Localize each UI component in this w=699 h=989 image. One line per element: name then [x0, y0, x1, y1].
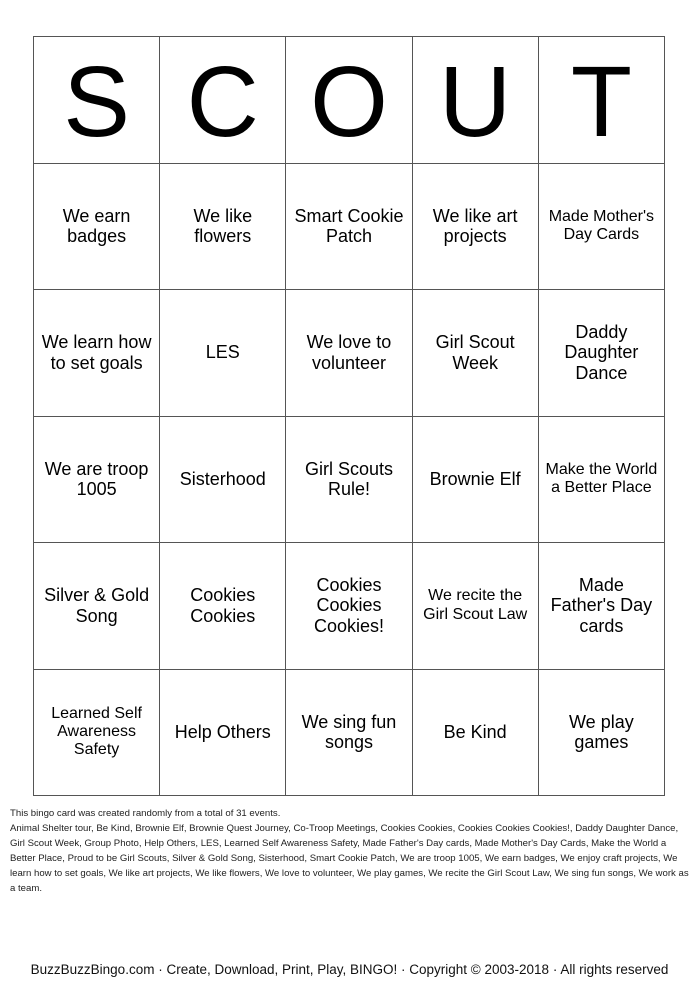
copyright-footer: BuzzBuzzBingo.com · Create, Download, Print, Play, BINGO! · Copyright © 2003-2018 · All rights reserved [30, 962, 669, 977]
bingo-cell: Girl Scout Week [412, 290, 538, 417]
bingo-row-3 [34, 416, 665, 543]
bingo-cell: We love to volunteer [286, 290, 412, 417]
bingo-header-row [34, 37, 665, 164]
bingo-cell: We learn how to set goals [34, 290, 160, 417]
bingo-cell: We earn badges [34, 163, 160, 290]
bingo-cell: Be Kind [412, 669, 538, 796]
event-list-footnote [10, 806, 694, 896]
bingo-cell: Learned Self Awareness Safety [34, 669, 160, 796]
bingo-card [33, 36, 665, 796]
bingo-cell: We are troop 1005 [34, 416, 160, 543]
bingo-cell: Sisterhood [160, 416, 286, 543]
header-letter-s: S [34, 37, 160, 164]
bingo-cell: Made Mother's Day Cards [538, 163, 664, 290]
bingo-cell: Smart Cookie Patch [286, 163, 412, 290]
bingo-cell: Made Father's Day cards [538, 543, 664, 670]
bingo-cell: We like flowers [160, 163, 286, 290]
bingo-cell: We like art projects [412, 163, 538, 290]
bingo-cell: Make the World a Better Place [538, 416, 664, 543]
header-letter-t: T [538, 37, 664, 164]
header-letter-o: O [286, 37, 412, 164]
bingo-cell: Girl Scouts Rule! [286, 416, 412, 543]
bingo-row-4 [34, 543, 665, 670]
bingo-cell: LES [160, 290, 286, 417]
bingo-cell: Cookies Cookies Cookies! [286, 543, 412, 670]
footnote-events: Animal Shelter tour, Be Kind, Brownie Elf, Brownie Quest Journey, Co-Troop Meetings, Cookies Cookies, Cookies Cookies Cookies!, Daddy Daughter Dance, Girl Scout Week, Group Photo, Help Others, LES, Learned Self Awareness Safety, Made Father's Day cards, Made Mother's Day Cards, Make the World a Better Place, Proud to be Girl Scouts, Silver & Gold Song, Sisterhood, Smart Cookie Patch, We are troop 1005, We earn badges, We enjoy craft projects, We learn how to set goals, We like art projects, We like flowers, We love to volunteer, We play games, We recite the Girl Scout Law, We sing fun songs, We work as a team. [10, 823, 689, 894]
bingo-cell: We play games [538, 669, 664, 796]
bingo-cell: Daddy Daughter Dance [538, 290, 664, 417]
bingo-cell: We recite the Girl Scout Law [412, 543, 538, 670]
bingo-row-5 [34, 669, 665, 796]
bingo-cell: Help Others [160, 669, 286, 796]
bingo-row-1 [34, 163, 665, 290]
header-letter-u: U [412, 37, 538, 164]
bingo-cell: We sing fun songs [286, 669, 412, 796]
bingo-cell: Silver & Gold Song [34, 543, 160, 670]
bingo-row-2 [34, 290, 665, 417]
bingo-cell: Cookies Cookies [160, 543, 286, 670]
footnote-intro: This bingo card was created randomly from a total of 31 events. [10, 808, 281, 819]
bingo-cell: Brownie Elf [412, 416, 538, 543]
header-letter-c: C [160, 37, 286, 164]
